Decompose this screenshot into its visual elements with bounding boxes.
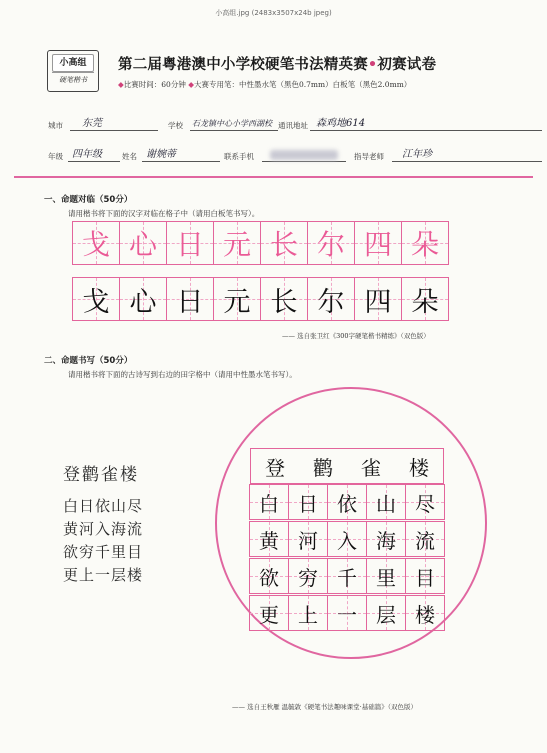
poem-char-cell[interactable] bbox=[249, 595, 289, 631]
teacher-value: 江年珍 bbox=[402, 149, 432, 160]
poem-char-cell[interactable] bbox=[249, 558, 289, 594]
char: 日 bbox=[175, 228, 204, 261]
poem-char: 穷 bbox=[298, 565, 318, 590]
section1-title: 一、命题对临（50分） bbox=[44, 195, 133, 205]
logo-group-label: 小高组 bbox=[52, 54, 94, 72]
grade-field[interactable] bbox=[68, 147, 120, 162]
char-cell[interactable] bbox=[307, 277, 355, 321]
city-label: 城市 bbox=[48, 121, 63, 130]
poem-line: 更上一层楼 bbox=[63, 566, 144, 584]
char-cell bbox=[72, 221, 120, 265]
section2-source: —— 选自王秋雁 温毓敦《硬笔书法趣味课堂·基础篇》（双色版） bbox=[232, 703, 417, 711]
phone-field[interactable] bbox=[262, 147, 346, 162]
teacher-label: 指导老师 bbox=[354, 152, 384, 161]
school-value: 石龙镇中心小学西湖校 bbox=[192, 119, 272, 128]
logo-category-label: 硬笔楷书 bbox=[52, 72, 94, 88]
poem-char: 目 bbox=[415, 565, 435, 590]
poem-char-cell[interactable] bbox=[288, 521, 328, 557]
address-value: 森鸡地614 bbox=[316, 118, 366, 129]
char-cell[interactable] bbox=[213, 277, 261, 321]
title-char: 楼 bbox=[409, 455, 429, 480]
poem-char: 黄 bbox=[259, 528, 279, 553]
char: 尔 bbox=[317, 286, 345, 318]
char-cell[interactable] bbox=[260, 277, 308, 321]
char-cell bbox=[401, 221, 449, 265]
exam-time: 比赛时间：60分钟 bbox=[123, 80, 186, 89]
char-cell[interactable] bbox=[166, 277, 214, 321]
city-field[interactable] bbox=[70, 116, 158, 131]
poem-line: 欲穷千里目 bbox=[63, 543, 144, 561]
poem-char: 一 bbox=[337, 602, 357, 627]
teacher-field[interactable] bbox=[392, 147, 542, 162]
poem-char-cell[interactable] bbox=[327, 484, 367, 520]
viewer-title: 小高组.jpg (2483x3507x24b jpeg) bbox=[215, 9, 332, 17]
name-value: 谢婉蒂 bbox=[146, 149, 176, 160]
char: 四 bbox=[363, 228, 392, 261]
char: 元 bbox=[222, 228, 251, 261]
title-suffix: 初赛试卷 bbox=[377, 57, 437, 73]
poem-grid-row bbox=[250, 522, 445, 557]
poem-char: 海 bbox=[376, 528, 396, 553]
char: 朵 bbox=[411, 286, 439, 318]
poem-char: 入 bbox=[337, 528, 357, 553]
poem-char: 流 bbox=[415, 528, 435, 553]
char: 心 bbox=[128, 228, 157, 261]
poem-char-cell[interactable] bbox=[366, 521, 406, 557]
section1-source: —— 选自张卫红《300字硬笔楷书精练》（双色版） bbox=[282, 332, 430, 340]
poem-char: 尽 bbox=[415, 491, 435, 516]
exam-pen: 大赛专用笔：中性墨水笔（黑色0.7mm）白板笔（黑色2.0mm） bbox=[194, 80, 412, 89]
school-field[interactable] bbox=[190, 116, 278, 131]
poem-char-cell[interactable] bbox=[405, 558, 445, 594]
char: 长 bbox=[269, 228, 298, 261]
title-char: 鹳 bbox=[313, 455, 333, 480]
written-char-row bbox=[73, 277, 449, 321]
char-cell bbox=[213, 221, 261, 265]
poem-char-cell[interactable] bbox=[366, 595, 406, 631]
poem-char: 白 bbox=[259, 491, 279, 516]
poem-char-cell[interactable] bbox=[288, 595, 328, 631]
competition-logo bbox=[47, 50, 99, 92]
poem-char-cell[interactable] bbox=[405, 595, 445, 631]
poem-char-cell[interactable] bbox=[288, 558, 328, 594]
poem-grid-row bbox=[250, 485, 445, 520]
page-title bbox=[118, 53, 518, 74]
title-char: 雀 bbox=[361, 455, 381, 480]
char: 长 bbox=[270, 286, 298, 318]
char: 尔 bbox=[316, 228, 345, 261]
section1-instruction: 请用楷书将下面的汉字对临在格子中（请用白板笔书写）。 bbox=[68, 209, 260, 218]
poem-char-cell[interactable] bbox=[288, 484, 328, 520]
phone-label: 联系手机 bbox=[224, 152, 254, 161]
poem-char: 山 bbox=[376, 491, 396, 516]
poem-char-cell[interactable] bbox=[405, 521, 445, 557]
poem-char: 上 bbox=[298, 602, 318, 627]
char-cell[interactable] bbox=[72, 277, 120, 321]
address-field[interactable] bbox=[310, 116, 542, 131]
section-divider bbox=[14, 176, 533, 178]
title-char: 登 bbox=[265, 455, 285, 480]
written-poem-title bbox=[250, 448, 444, 484]
char-cell bbox=[307, 221, 355, 265]
school-label: 学校 bbox=[168, 121, 183, 130]
char-cell bbox=[260, 221, 308, 265]
section2-title: 二、命题书写（50分） bbox=[44, 356, 133, 366]
poem-char-cell[interactable] bbox=[249, 521, 289, 557]
char-cell[interactable] bbox=[354, 277, 402, 321]
redacted-phone bbox=[270, 150, 338, 160]
poem-grid-row bbox=[250, 559, 445, 594]
char-cell[interactable] bbox=[119, 277, 167, 321]
char-cell bbox=[166, 221, 214, 265]
char: 朵 bbox=[410, 228, 439, 261]
poem-char-cell[interactable] bbox=[327, 595, 367, 631]
poem-char: 更 bbox=[259, 602, 279, 627]
city-value: 东莞 bbox=[82, 118, 102, 129]
poem-char: 日 bbox=[298, 491, 318, 516]
poem-char-cell[interactable] bbox=[366, 558, 406, 594]
title-main: 第二届粤港澳中小学校硬笔书法精英赛 bbox=[118, 57, 368, 73]
char: 四 bbox=[364, 286, 392, 318]
poem-grid-row bbox=[250, 596, 445, 631]
poem-char-cell[interactable] bbox=[366, 484, 406, 520]
title-dot: • bbox=[367, 57, 378, 73]
poem-char: 依 bbox=[337, 491, 357, 516]
name-label: 姓名 bbox=[122, 152, 137, 161]
poem-char: 河 bbox=[298, 528, 318, 553]
guide-char-row bbox=[73, 221, 449, 265]
poem-char-cell[interactable] bbox=[249, 484, 289, 520]
address-label: 通讯地址 bbox=[278, 121, 308, 130]
poem-char: 欲 bbox=[259, 565, 279, 590]
exam-info: ◆比赛时间：60分钟 ◆大赛专用笔：中性墨水笔（黑色0.7mm）白板笔（黑色2.0mm） bbox=[118, 80, 412, 89]
poem-char: 里 bbox=[376, 565, 396, 590]
char: 日 bbox=[176, 286, 204, 318]
poem-line: 白日依山尽 bbox=[63, 497, 144, 515]
poem-title: 登鹳雀楼 bbox=[63, 465, 139, 485]
char: 戈 bbox=[81, 228, 110, 261]
poem-char: 层 bbox=[376, 602, 396, 627]
poem-line: 黄河入海流 bbox=[63, 520, 144, 538]
poem-char: 千 bbox=[337, 565, 357, 590]
section2-instruction: 请用楷书将下面的古诗写到右边的田字格中（请用中性墨水笔书写）。 bbox=[68, 370, 297, 379]
char: 戈 bbox=[82, 286, 110, 318]
poem-char-cell[interactable] bbox=[405, 484, 445, 520]
char: 元 bbox=[223, 286, 251, 318]
char-cell bbox=[354, 221, 402, 265]
poem-char-cell[interactable] bbox=[327, 558, 367, 594]
poem-char: 楼 bbox=[415, 602, 435, 627]
char-cell[interactable] bbox=[401, 277, 449, 321]
grade-value: 四年级 bbox=[72, 149, 102, 160]
grade-label: 年级 bbox=[48, 152, 63, 161]
poem-char-cell[interactable] bbox=[327, 521, 367, 557]
name-field[interactable] bbox=[142, 147, 220, 162]
char-cell bbox=[119, 221, 167, 265]
char: 心 bbox=[129, 286, 157, 318]
